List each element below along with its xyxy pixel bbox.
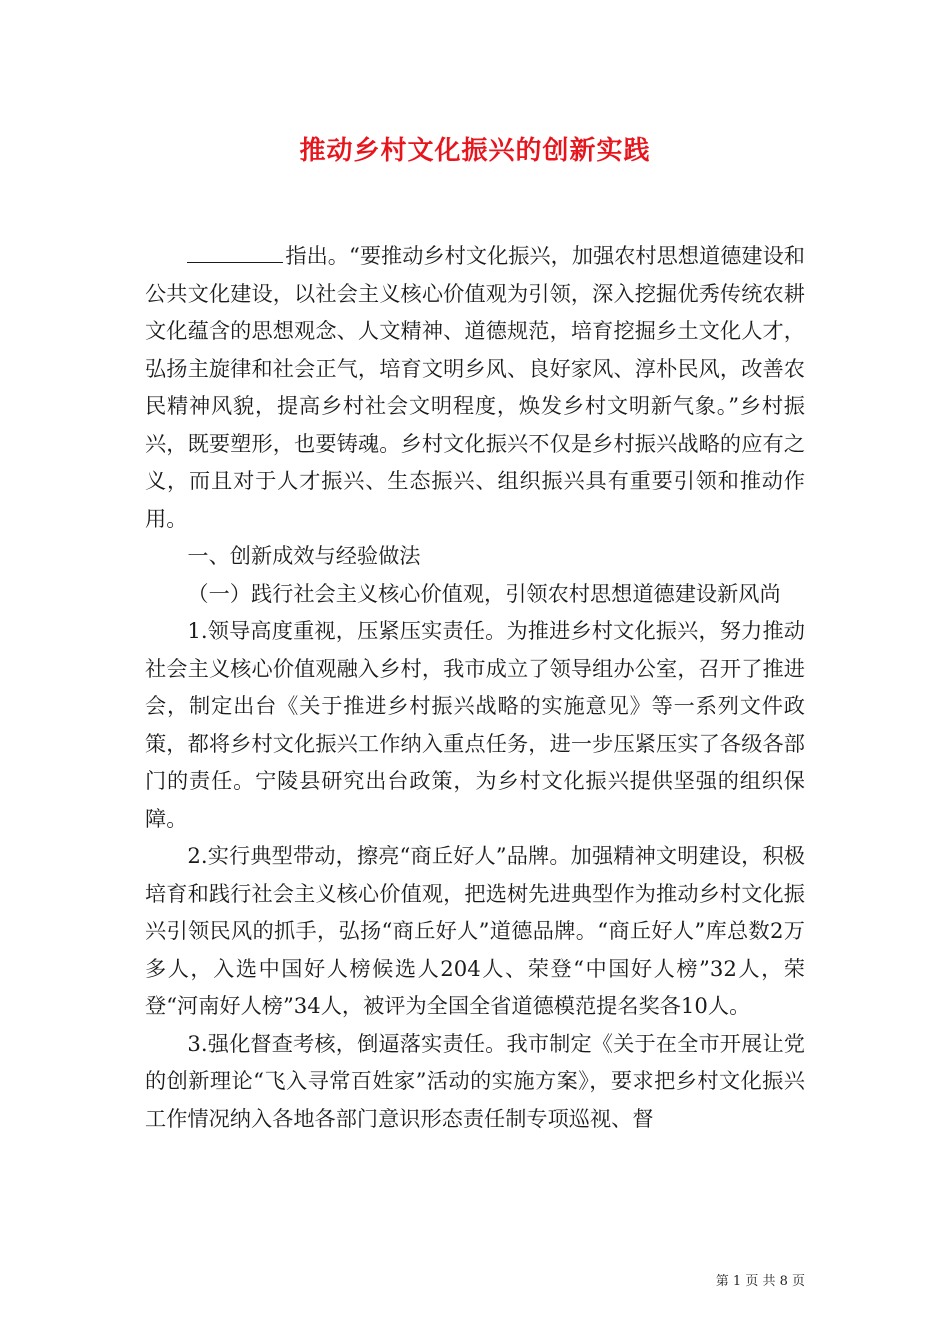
paragraph-2: 2.实行典型带动，擦亮“商丘好人”品牌。加强精神文明建设，积极培育和践行社会主义核心价值观，把选树先进典型作为推动乡村文化振兴引领民风的抓手，弘扬“商丘好人”道德品牌。“商丘好人”库总数2万多人，入选中国好人榜候选人204人、荣登“中国好人榜”32人，荣登“河南好人榜”34人，被评为全国全省道德模范提名奖各10人。 [145,843,805,1018]
document-title: 推动乡村文化振兴的创新实践 [299,136,651,166]
document-body [145,237,805,1137]
subsection-heading-1: （一）践行社会主义核心价值观，引领农村思想道德建设新风尚 [187,580,781,606]
blank-underline [187,242,283,263]
paragraph-3: 3.强化督查考核，倒逼落实责任。我市制定《关于在全市开展让党的创新理论“飞入寻常百姓家”活动的实施方案》，要求把乡村文化振兴工作情况纳入各地各部门意识形态责任制专项巡视、督 [145,1030,805,1131]
page-number-footer: 第 1 页 共 8 页 [715,1274,805,1289]
paragraph-1: 1.领导高度重视，压紧压实责任。为推进乡村文化振兴，努力推动社会主义核心价值观融入乡村，我市成立了领导组办公室，召开了推进会，制定出台《关于推进乡村振兴战略的实施意见》等一系列文件政策，都将乡村文化振兴工作纳入重点任务，进一步压紧压实了各级各部门的责任。宁陵县研究出台政策，为乡村文化振兴提供坚强的组织保障。 [145,618,805,831]
intro-paragraph [145,237,805,537]
intro-paragraph-text: 指出。“要推动乡村文化振兴，加强农村思想道德建设和公共文化建设，以社会主义核心价值观为引领，深入挖掘优秀传统农耕文化蕴含的思想观念、人文精神、道德规范，培育挖掘乡土文化人才，弘扬主旋律和社会正气，培育文明乡风、良好家风、淳朴民风，改善农民精神风貌，提高乡村社会文明程度，焕发乡村文明新气象。”乡村振兴，既要塑形，也要铸魂。乡村文化振兴不仅是乡村振兴战略的应有之义，而且对于人才振兴、生态振兴、组织振兴具有重要引领和推动作用。 [145,243,805,531]
section-heading-1: 一、创新成效与经验做法 [187,543,421,568]
